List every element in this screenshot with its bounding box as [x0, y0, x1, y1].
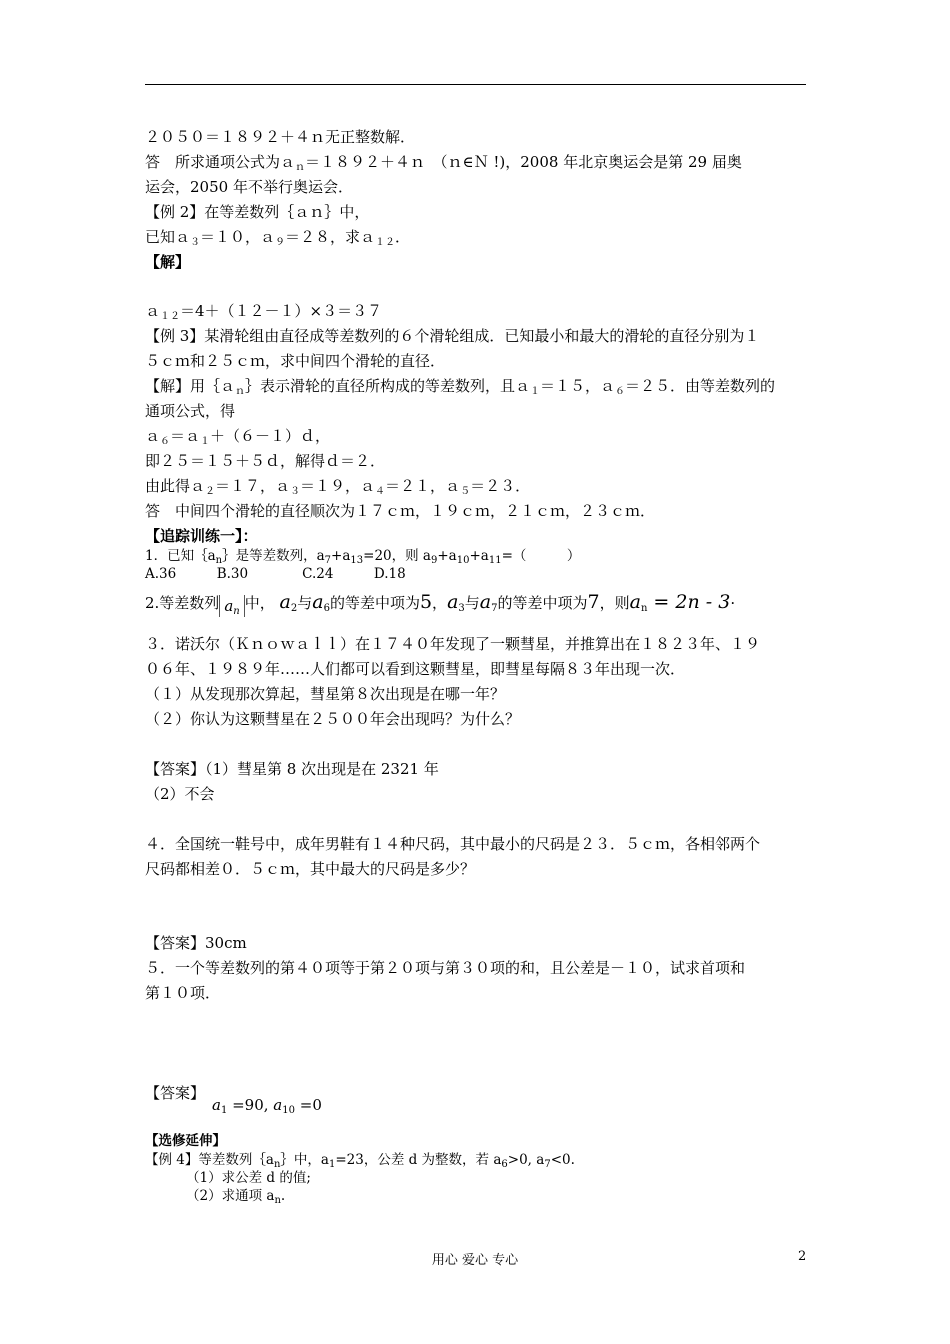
example-4: 【例 4】等差数列$\{a_n\}$中，$a_1=23$，公差 d 为整数，若 $a_6>0$, $a_7<0$. — [145, 1152, 575, 1170]
practice-heading: 【追踪训练一】： — [145, 527, 258, 545]
header-rule — [145, 84, 806, 85]
text-line: ａ$_6$＝ａ$_1$＋（６－１）ｄ， — [145, 427, 331, 447]
text-line: 即２５＝１５＋５ｄ，解得ｄ＝２． — [145, 452, 386, 470]
text-line: 由此得ａ$_2$＝１７，ａ$_3$＝１９，ａ$_4$＝２１，ａ$_5$＝２３． — [145, 477, 531, 497]
example-2-heading: 【例 2】在等差数列｛ａｎ｝中， — [145, 203, 370, 221]
page-footer: 用心 爱心 专心 — [431, 1253, 519, 1268]
answer-4: 【答案】30cm — [145, 934, 247, 952]
text-line: 【解】用｛ａ$_n$｝表示滑轮的直径所构成的等差数列，且ａ$_1$＝１５，ａ$_6$＝２５．由等差数列的 — [145, 377, 776, 397]
question-1-options: A.36 B.30 C.24 D.18 — [145, 566, 406, 582]
answer-5-formula: $a_1 =90$, $a_{10} =0$ — [212, 1096, 322, 1116]
question-4: ４．全国统一鞋号中，成年男鞋有１４种尺码，其中最小的尺码是２３．５ｃｍ，各相邻两个 — [145, 835, 761, 853]
text-line: 通项公式，得 — [145, 402, 236, 420]
text-line: 尺码都相差０．５ｃｍ，其中最大的尺码是多少？ — [145, 860, 476, 878]
text-line: （１）从发现那次算起，彗星第８次出现是在哪一年？ — [145, 685, 506, 703]
extension-heading: 【选修延伸】 — [145, 1133, 226, 1149]
text-line: ０６年、１９８９年……人们都可以看到这颗彗星，即彗星每隔８３年出现一次． — [145, 660, 686, 678]
text-line: ２０５０＝１８９２＋４ｎ无正整数解． — [145, 128, 416, 146]
text-line: ａ$_{12}$＝4＋（１２－１）×３＝３７ — [145, 302, 383, 322]
question-1: 1．已知$\{a_n\}$是等差数列，$a_7+a_{13}=20$，则 $a_9+a_{10}+a_{11}=$（ ） — [145, 548, 581, 566]
text-line: 答 所求通项公式为ａ$_n$＝１８９２＋４ｎ （ｎ∈Ｎ !)，2008 年北京奥运会是第 29 届奥 — [145, 153, 742, 173]
text-line: 第１０项． — [145, 984, 221, 1002]
example-4-part-1: （1）求公差 d 的值; — [186, 1170, 311, 1186]
solution-heading: 【解】 — [145, 253, 191, 271]
answer-3-part-1: 【答案】（1）彗星第 8 次出现是在 2321 年 — [145, 760, 439, 778]
example-3-heading: 【例 3】某滑轮组由直径成等差数列的６个滑轮组成．已知最小和最大的滑轮的直径分别为１ — [145, 327, 760, 345]
text-line: （２）你认为这颗彗星在２５００年会出现吗？为什么？ — [145, 710, 521, 728]
question-3: ３．诺沃尔（Ｋｎｏｗａｌｌ）在１７４０年发现了一颗彗星，并推算出在１８２３年、１９ — [145, 635, 761, 653]
question-5: ５．一个等差数列的第４０项等于第２０项与第３０项的和，且公差是－１０，试求首项和 — [145, 959, 746, 977]
answer-3-part-2: （2）不会 — [145, 785, 215, 803]
sequence-bracket: $a_n$ — [219, 595, 244, 617]
text-line: ５ｃｍ和２５ｃｍ，求中间四个滑轮的直径． — [145, 352, 446, 370]
answer-5-label: 【答案】 — [145, 1084, 206, 1102]
page-number: 2 — [798, 1249, 807, 1264]
text-line: 运会，2050 年不举行奥运会． — [145, 178, 353, 196]
example-4-part-2: （2）求通项 $a_n$. — [186, 1188, 286, 1206]
text-line: 答 中间四个滑轮的直径顺次为１７ｃｍ，１９ｃｍ，２１ｃｍ，２３ｃｍ． — [145, 502, 656, 520]
question-2: 2.等差数列 $a_n$ 中， $a_2$与$a_6$的等差中项为5，$a_3$与$a_7$的等差中项为7，则$a_n = 2n - 3\cdot$ — [145, 591, 736, 617]
text-line: 已知ａ$_3$＝１０，ａ$_9$＝２８，求ａ$_{12}$． — [145, 228, 411, 248]
